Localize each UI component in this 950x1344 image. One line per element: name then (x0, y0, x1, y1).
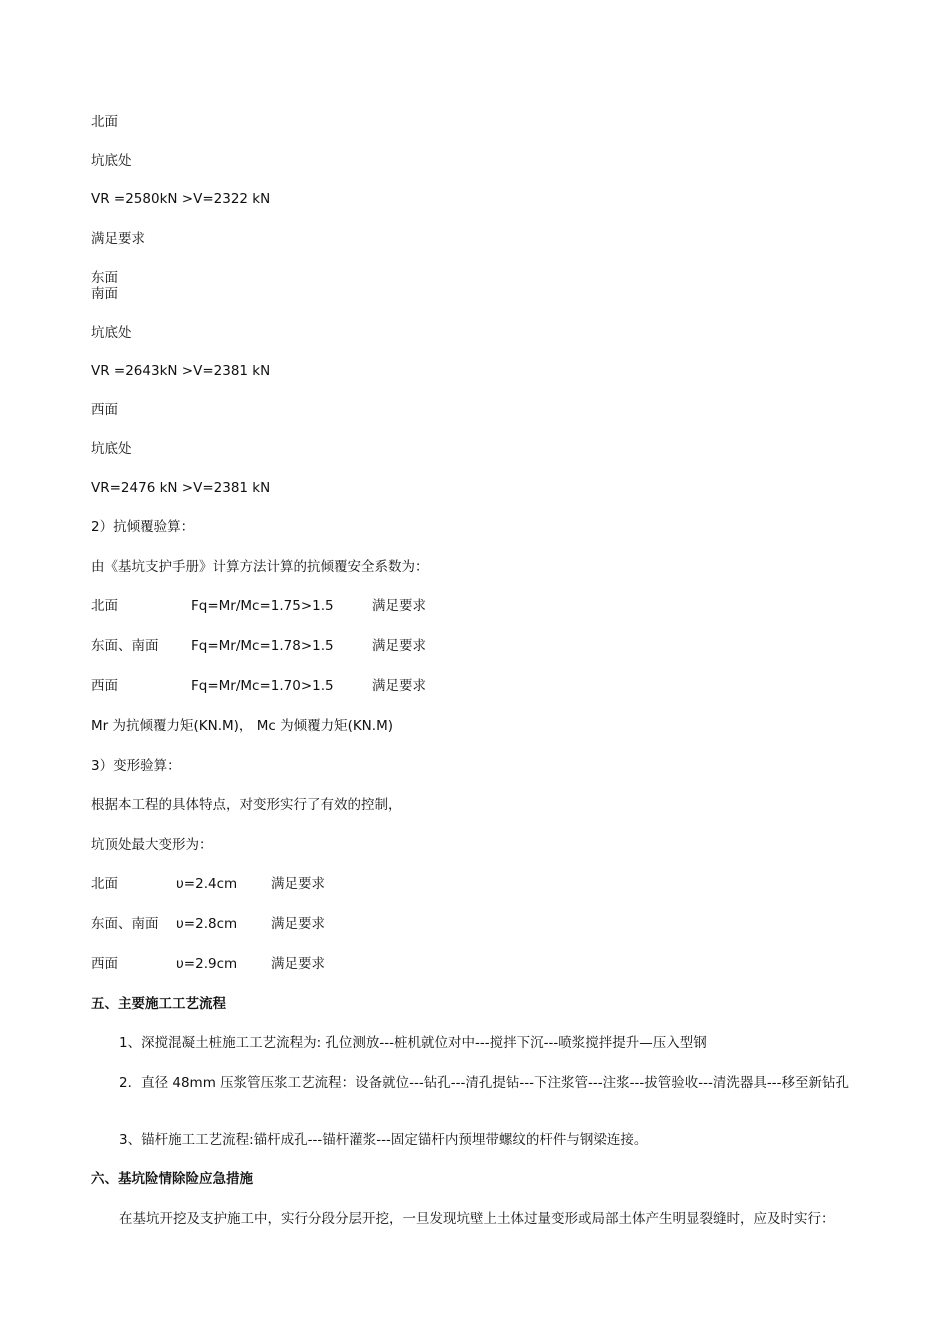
deformation-max-label: 坑顶处最大变形为： (91, 837, 213, 853)
side-east-label: 东面 (91, 270, 118, 286)
pit-bottom-label: 坑底处 (91, 153, 132, 169)
paragraph-mixing-pile-process: 1、深搅混凝土桩施工工艺流程为: 孔位测放---桩机就位对中---搅拌下沉---喷浆搅拌提升—压入型钢 (119, 1035, 707, 1051)
row-side: 西面 (91, 678, 118, 694)
row-side: 东面、南面 (91, 638, 159, 654)
row-side: 东面、南面 (91, 916, 159, 932)
pit-bottom-label: 坑底处 (91, 441, 132, 457)
row-result: 满足要求 (271, 876, 325, 892)
satisfied-label: 满足要求 (91, 231, 145, 247)
side-west-label: 西面 (91, 402, 118, 418)
row-side: 北面 (91, 598, 118, 614)
shear-check-north: VR =2580kN >V=2322 kN (91, 191, 271, 207)
row-value: υ=2.9cm (176, 956, 238, 972)
row-formula: Fq=Mr/Mc=1.70>1.5 (191, 678, 334, 694)
row-value: υ=2.4cm (176, 876, 238, 892)
row-result: 满足要求 (372, 638, 426, 654)
row-result: 满足要求 (271, 956, 325, 972)
section-heading-construction-process: 五、主要施工工艺流程 (91, 996, 226, 1012)
deformation-intro: 根据本工程的具体特点，对变形实行了有效的控制， (91, 797, 402, 813)
row-side: 西面 (91, 956, 118, 972)
row-side: 北面 (91, 876, 118, 892)
row-result: 满足要求 (372, 598, 426, 614)
paragraph-grouting-process: 2．直径 48mm 压浆管压浆工艺流程：设备就位---钻孔---清孔提钻---下注浆管---注浆---拔管验收---清洗器具---移至新钻孔 (119, 1075, 849, 1091)
shear-check-west: VR=2476 kN >V=2381 kN (91, 480, 271, 496)
row-result: 满足要求 (271, 916, 325, 932)
row-formula: Fq=Mr/Mc=1.75>1.5 (191, 598, 334, 614)
overturning-intro: 由《基坑支护手册》计算方法计算的抗倾覆安全系数为： (91, 559, 429, 575)
pit-bottom-label: 坑底处 (91, 325, 132, 341)
side-north-label: 北面 (91, 114, 118, 130)
section-heading-emergency-measures: 六、基坑险情除险应急措施 (91, 1171, 253, 1187)
paragraph-anchor-process: 3、锚杆施工工艺流程:锚杆成孔---锚杆灌浆---固定锚杆内预埋带螺纹的杆件与钢梁连接。 (119, 1132, 648, 1148)
row-formula: Fq=Mr/Mc=1.78>1.5 (191, 638, 334, 654)
paragraph-emergency-intro: 在基坑开挖及支护施工中，实行分段分层开挖，一旦发现坑壁上土体过量变形或局部土体产生明显裂缝时，应及时实行： (119, 1211, 835, 1227)
overturning-title: 2）抗倾覆验算： (91, 519, 195, 535)
row-value: υ=2.8cm (176, 916, 238, 932)
deformation-title: 3）变形验算： (91, 758, 181, 774)
shear-check-east-south: VR =2643kN >V=2381 kN (91, 363, 271, 379)
row-result: 满足要求 (372, 678, 426, 694)
moment-note: Mr 为抗倾覆力矩(KN.M)， Mc 为倾覆力矩(KN.M) (91, 718, 393, 734)
side-south-label: 南面 (91, 286, 118, 302)
